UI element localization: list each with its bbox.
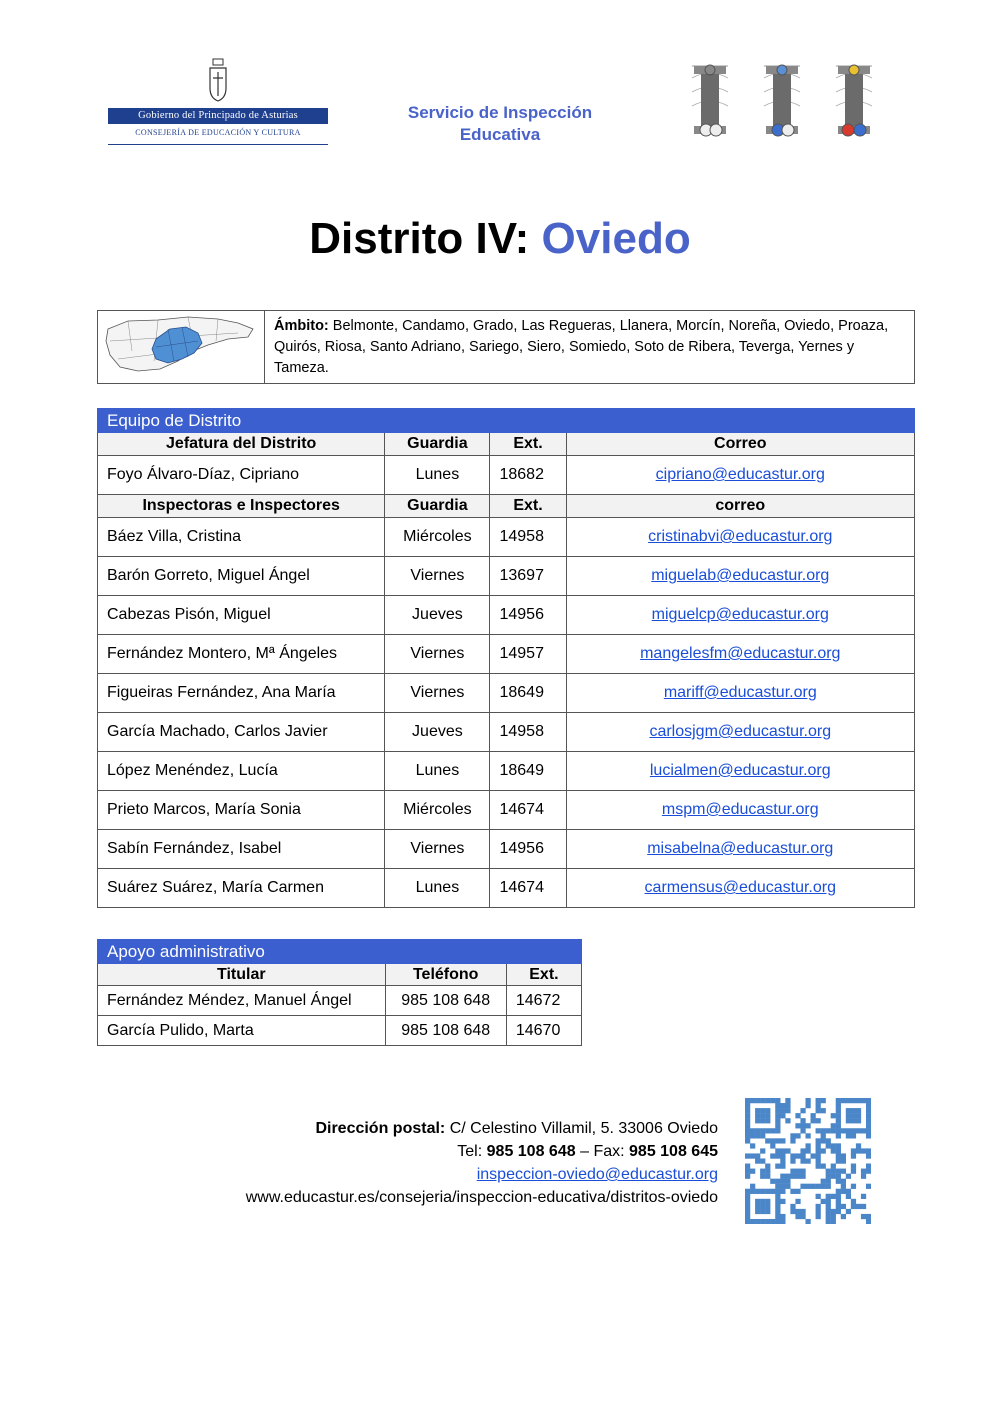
guardia-day: Lunes xyxy=(385,869,490,908)
email-cell xyxy=(566,791,914,830)
inspectors-list xyxy=(98,518,915,908)
separator-dash: – xyxy=(580,1143,589,1160)
phone-number: 985 108 648 xyxy=(385,986,506,1016)
table-row xyxy=(98,596,915,635)
table-row xyxy=(98,518,915,557)
extension: 18682 xyxy=(490,456,566,495)
table-row xyxy=(98,557,915,596)
extension: 14958 xyxy=(490,713,566,752)
guardia-day: Jueves xyxy=(385,596,490,635)
person-name: Sabín Fernández, Isabel xyxy=(98,830,385,869)
extension: 14958 xyxy=(490,518,566,557)
column-header: Correo xyxy=(566,433,914,456)
tel-number: 985 108 648 xyxy=(486,1143,576,1160)
district-team-table xyxy=(97,408,915,908)
column-header: Teléfono xyxy=(385,964,506,986)
column-header: Ext. xyxy=(506,964,581,986)
logo-letter-3-icon xyxy=(836,65,872,136)
column-header: Inspectoras e Inspectores xyxy=(98,495,385,518)
logo-letter-2-icon xyxy=(764,65,800,136)
guardia-day: Viernes xyxy=(385,674,490,713)
email-link[interactable]: cristinabvi@educastur.org xyxy=(648,528,833,545)
email-link[interactable]: carmensus@educastur.org xyxy=(644,879,836,896)
page-title xyxy=(0,214,1000,264)
phone-number: 985 108 648 xyxy=(385,1016,506,1046)
email-link[interactable]: miguelab@educastur.org xyxy=(651,567,830,584)
email-link[interactable]: mariff@educastur.org xyxy=(663,684,817,701)
admin-header-row xyxy=(98,964,582,986)
extension: 14957 xyxy=(490,635,566,674)
inspection-service-logo xyxy=(686,58,888,146)
extension: 18649 xyxy=(490,674,566,713)
coat-of-arms-icon xyxy=(206,58,230,104)
email-cell xyxy=(566,674,914,713)
extension: 18649 xyxy=(490,752,566,791)
column-header: Guardia xyxy=(385,495,490,518)
email-link[interactable]: mangelesfm@educastur.org xyxy=(640,645,841,662)
column-header: Jefatura del Distrito xyxy=(98,433,385,456)
person-name: Prieto Marcos, María Sonia xyxy=(98,791,385,830)
guardia-day: Miércoles xyxy=(385,518,490,557)
email-cell xyxy=(566,830,914,869)
page-title-prefix: Distrito IV: xyxy=(309,214,530,263)
extension: 14672 xyxy=(506,986,581,1016)
table-row xyxy=(98,713,915,752)
person-name: García Machado, Carlos Javier xyxy=(98,713,385,752)
district-map xyxy=(98,311,265,383)
address-label: Dirección postal: xyxy=(315,1120,446,1137)
government-name: Gobierno del Principado de Asturias xyxy=(108,108,328,124)
ambito-text xyxy=(274,316,904,379)
guardia-day: Viernes xyxy=(385,635,490,674)
guardia-day: Lunes xyxy=(385,456,490,495)
email-cell xyxy=(566,635,914,674)
person-name: Fernández Montero, Mª Ángeles xyxy=(98,635,385,674)
email-link[interactable]: misabelna@educastur.org xyxy=(647,840,834,857)
person-name: Barón Gorreto, Miguel Ángel xyxy=(98,557,385,596)
tel-label: Tel: xyxy=(457,1143,483,1160)
service-title-line1: Servicio de Inspección xyxy=(407,103,593,122)
asturias-map-icon xyxy=(98,311,264,383)
extension: 13697 xyxy=(490,557,566,596)
head-header-row xyxy=(98,433,915,456)
ambito-box xyxy=(97,310,915,384)
email-link[interactable]: mspm@educastur.org xyxy=(661,801,819,818)
table-row xyxy=(98,869,915,908)
logo-letter-1-icon xyxy=(692,65,728,136)
page-title-accent: Oviedo xyxy=(541,214,691,263)
email-link[interactable]: carlosjgm@educastur.org xyxy=(649,723,832,740)
ambito-label: Ámbito: xyxy=(274,318,329,334)
table-row xyxy=(98,635,915,674)
column-header: Ext. xyxy=(490,433,566,456)
qr-code-icon xyxy=(745,1098,871,1224)
ambito-municipalities: Belmonte, Candamo, Grado, Las Regueras, Llanera, Morcín, Noreña, Oviedo, Proaza, Quirós, Riosa, Santo Adriano, Sariego, Siero, Somiedo, Soto de Ribera, Teverga, Yernes y Tameza. xyxy=(274,318,889,376)
email-link[interactable]: cipriano@educastur.org xyxy=(655,466,825,483)
extension: 14956 xyxy=(490,830,566,869)
guardia-day: Lunes xyxy=(385,752,490,791)
admin-support-table xyxy=(97,939,582,1046)
team-section-header xyxy=(98,409,915,433)
admin-section-title: Apoyo administrativo xyxy=(98,940,582,964)
column-header: Ext. xyxy=(490,495,566,518)
email-cell xyxy=(566,713,914,752)
address-text: C/ Celestino Villamil, 5. 33006 Oviedo xyxy=(449,1120,718,1137)
guardia-day: Miércoles xyxy=(385,791,490,830)
logo-underline xyxy=(108,144,328,145)
table-row xyxy=(98,830,915,869)
inspectors-header-row xyxy=(98,495,915,518)
person-name: Foyo Álvaro-Díaz, Cipriano xyxy=(98,456,385,495)
email-cell xyxy=(566,869,914,908)
person-name: López Menéndez, Lucía xyxy=(98,752,385,791)
table-row xyxy=(98,456,915,495)
email-cell xyxy=(566,456,914,495)
guardia-day: Jueves xyxy=(385,713,490,752)
email-link[interactable]: miguelcp@educastur.org xyxy=(651,606,829,623)
extension: 14674 xyxy=(490,869,566,908)
team-section-title: Equipo de Distrito xyxy=(98,409,915,433)
extension: 14670 xyxy=(506,1016,581,1046)
government-logo xyxy=(108,58,330,148)
person-name: Cabezas Pisón, Miguel xyxy=(98,596,385,635)
person-name: Figueiras Fernández, Ana María xyxy=(98,674,385,713)
department-name: CONSEJERÍA DE EDUCACIÓN Y CULTURA xyxy=(135,128,301,137)
table-row xyxy=(98,752,915,791)
email-cell xyxy=(566,596,914,635)
contact-email-link[interactable]: inspeccion-oviedo@educastur.org xyxy=(476,1166,718,1183)
person-name: Báez Villa, Cristina xyxy=(98,518,385,557)
postal-address xyxy=(150,1117,718,1140)
email-cell xyxy=(566,557,914,596)
service-title xyxy=(360,102,640,146)
table-row xyxy=(98,986,582,1016)
email-cell xyxy=(566,518,914,557)
guardia-day: Viernes xyxy=(385,830,490,869)
admin-section-header xyxy=(98,940,582,964)
table-row xyxy=(98,791,915,830)
email-link[interactable]: lucialmen@educastur.org xyxy=(649,762,831,779)
email-cell xyxy=(566,752,914,791)
person-name: Fernández Méndez, Manuel Ángel xyxy=(98,986,386,1016)
website-url: www.educastur.es/consejeria/inspeccion-educativa/distritos-oviedo xyxy=(245,1189,718,1206)
column-header: correo xyxy=(566,495,914,518)
table-row xyxy=(98,674,915,713)
extension: 14674 xyxy=(490,791,566,830)
column-header: Guardia xyxy=(385,433,490,456)
fax-number: 985 108 645 xyxy=(629,1143,718,1160)
service-title-line2: Educativa xyxy=(459,125,541,144)
phone-fax-line xyxy=(150,1140,718,1163)
guardia-day: Viernes xyxy=(385,557,490,596)
contact-footer xyxy=(150,1117,718,1209)
person-name: García Pulido, Marta xyxy=(98,1016,386,1046)
table-row xyxy=(98,1016,582,1046)
admin-list xyxy=(98,986,582,1046)
extension: 14956 xyxy=(490,596,566,635)
column-header: Titular xyxy=(98,964,386,986)
fax-label: Fax: xyxy=(593,1143,625,1160)
person-name: Suárez Suárez, María Carmen xyxy=(98,869,385,908)
